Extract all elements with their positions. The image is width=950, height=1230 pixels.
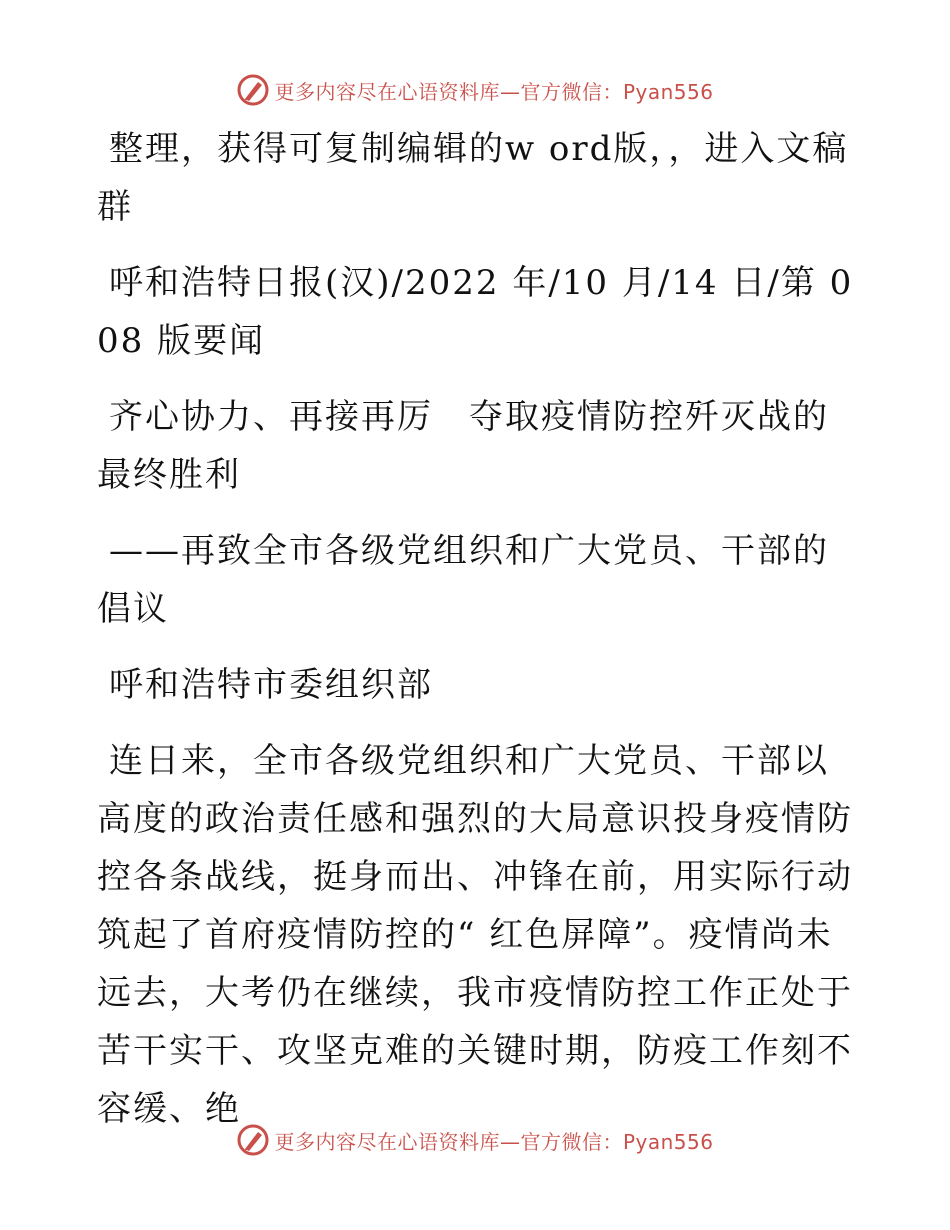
- watermark-text: 更多内容尽在心语资料库—官方微信：Pyan556: [274, 1129, 714, 1154]
- quill-pen-logo-icon: [236, 1123, 270, 1157]
- quill-pen-logo-icon: [236, 73, 270, 107]
- doc-author: 呼和浩特市委组织部: [109, 665, 433, 705]
- doc-subtitle: ——再致全市各级党组织和广大党员、干部的倡议: [97, 531, 829, 629]
- watermark-text: 更多内容尽在心语资料库—官方微信：Pyan556: [274, 79, 714, 104]
- doc-title: 齐心协力、再接再厉 夺取疫情防控歼灭战的最终胜利: [97, 397, 829, 495]
- document-body: [97, 120, 857, 1138]
- footer-watermark: [0, 1120, 950, 1160]
- doc-note-paragraph: 整理，获得可复制编辑的w ord版，，进入文稿群: [97, 129, 849, 227]
- header-watermark: [0, 70, 950, 110]
- doc-source-line: 呼和浩特日报(汉)/2022 年/10 月/14 日/第 008 版要闻: [97, 263, 854, 361]
- doc-body-paragraph: 连日来，全市各级党组织和广大党员、干部以高度的政治责任感和强烈的大局意识投身疫情防控各条战线，挺身而出、冲锋在前，用实际行动筑起了首府疫情防控的“ 红色屏障”。疫情尚未远去，大考仍在继续，我市疫情防控工作正处于苦干实干、攻坚克难的关键时期，防疫工作刻不容缓、绝: [97, 741, 853, 1129]
